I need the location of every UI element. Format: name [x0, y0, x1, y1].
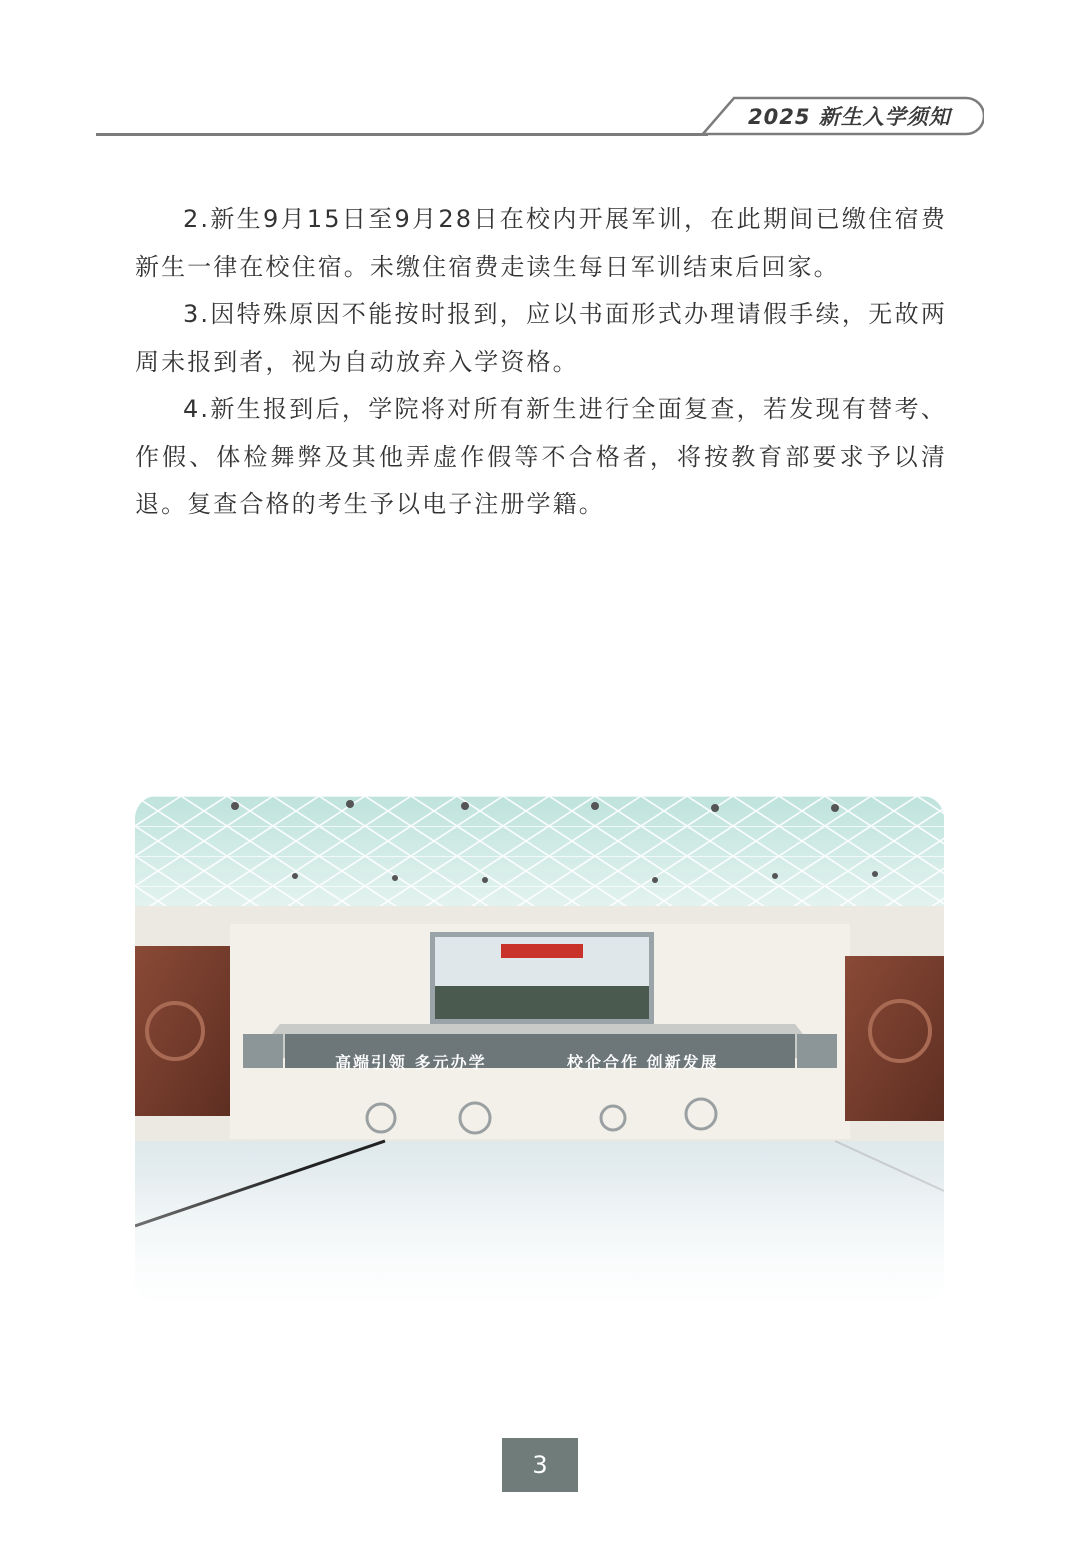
campus-hall-photo	[135, 796, 944, 1302]
photo-slogan-right: 校企合作 创新发展	[567, 1053, 719, 1072]
paragraph: 4.新生报到后，学院将对所有新生进行全面复查，若发现有替考、作假、体检舞弊及其他弄虚作假等不合格者，将按教育部要求予以清退。复查合格的考生予以电子注册学籍。	[135, 395, 947, 518]
paragraph: 2.新生9月15日至9月28日在校内开展军训，在此期间已缴住宿费新生一律在校住宿。未缴住宿费走读生每日军训结束后回家。	[135, 205, 947, 281]
photo-slogan-left: 高端引领 多元办学	[335, 1053, 487, 1072]
body-text	[135, 196, 947, 529]
paragraph: 3.因特殊原因不能按时报到，应以书面形式办理请假手续，无故两周未报到者，视为自动放弃入学资格。	[135, 300, 947, 376]
header-rule	[96, 133, 708, 136]
header-title: 2025 新生入学须知	[748, 105, 951, 129]
photo-fade	[135, 1172, 944, 1302]
page-number: 3	[502, 1438, 578, 1492]
